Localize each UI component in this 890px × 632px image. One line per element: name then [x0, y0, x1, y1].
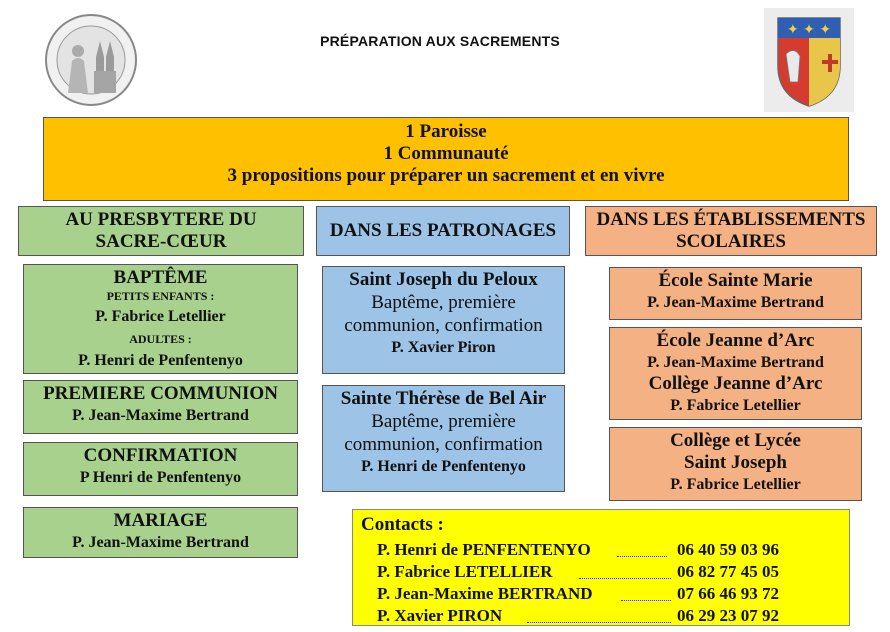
coat-of-arms-icon	[764, 8, 854, 112]
card-title: CONFIRMATION	[83, 445, 238, 466]
contact-row	[377, 562, 817, 584]
column-header-line: AU PRESBYTERE DU	[65, 209, 257, 230]
contact-row	[377, 584, 817, 606]
contact-phone: 06 29 23 07 92	[677, 606, 779, 625]
card-subtitle: PETITS ENFANTS :	[106, 289, 215, 303]
card-description: communion, confirmation	[344, 434, 543, 455]
card-priest: P. Fabrice Letellier	[95, 308, 226, 325]
contact-leader	[617, 555, 667, 557]
card-title: Saint Joseph du Peloux	[349, 269, 538, 290]
card-priest: P. Jean-Maxime Bertrand	[647, 354, 824, 371]
card-title: PREMIERE COMMUNION	[43, 383, 278, 404]
card-confirmation	[23, 442, 298, 496]
column-header-line: SACRE-CŒUR	[95, 231, 227, 252]
contact-name: P. Jean-Maxime BERTRAND	[377, 584, 593, 603]
column-header-etablissements	[585, 206, 877, 256]
contact-row	[377, 540, 817, 562]
banner-line-communaute: 1 Communauté	[383, 143, 509, 164]
card-priest: P. Xavier Piron	[391, 339, 496, 356]
card-priest: P. Henri de Penfentenyo	[78, 352, 243, 369]
card-saint-joseph-peloux	[322, 266, 565, 374]
card-description: communion, confirmation	[344, 315, 543, 336]
column-header-patronages	[316, 206, 570, 256]
contact-row	[377, 606, 817, 628]
contacts-heading: Contacts :	[361, 514, 444, 535]
card-priest: P. Jean-Maxime Bertrand	[647, 294, 824, 311]
card-title: BAPTÊME	[113, 267, 208, 288]
page-title: PRÉPARATION AUX SACREMENTS	[320, 33, 560, 49]
banner-line-paroisse: 1 Paroisse	[405, 121, 487, 142]
basilica-seal-icon	[44, 13, 138, 107]
contact-leader	[579, 577, 671, 579]
card-title: Sainte Thérèse de Bel Air	[340, 388, 547, 409]
card-priest: P. Henri de Penfentenyo	[361, 458, 526, 475]
card-college-lycee-saint-joseph	[609, 427, 862, 501]
card-title: MARIAGE	[113, 510, 208, 531]
card-description: Baptême, première	[371, 411, 516, 432]
card-sainte-therese-bel-air	[322, 385, 565, 492]
contact-name: P. Henri de PENFENTENYO	[377, 540, 591, 559]
card-priest: P. Fabrice Letellier	[670, 397, 801, 414]
card-premiere-communion	[23, 380, 298, 434]
contact-phone: 06 82 77 45 05	[677, 562, 779, 581]
banner-line-propositions: 3 propositions pour préparer un sacrement et en vivre	[227, 165, 665, 186]
contact-name: P. Xavier PIRON	[377, 606, 503, 625]
card-description: Baptême, première	[371, 292, 516, 313]
card-ecole-jeanne-arc	[609, 327, 862, 420]
banner	[43, 117, 849, 201]
card-title: Saint Joseph	[684, 452, 787, 473]
column-header-line: DANS LES PATRONAGES	[329, 220, 557, 241]
contact-leader	[621, 599, 671, 601]
card-priest: P. Jean-Maxime Bertrand	[72, 407, 249, 424]
card-bapteme	[23, 264, 298, 374]
card-priest: P. Fabrice Letellier	[670, 476, 801, 493]
card-title: École Sainte Marie	[658, 270, 813, 291]
card-title: École Jeanne d’Arc	[656, 330, 815, 351]
card-subtitle: ADULTES :	[129, 332, 192, 346]
column-header-line: SCOLAIRES	[676, 231, 786, 252]
card-priest: P Henri de Penfentenyo	[79, 469, 242, 486]
card-ecole-sainte-marie	[609, 267, 862, 320]
svg-text:✦ ✦ ✦: ✦ ✦ ✦	[786, 22, 832, 38]
contact-phone: 07 66 46 93 72	[677, 584, 779, 603]
column-header-presbytere	[18, 206, 304, 256]
contact-phone: 06 40 59 03 96	[677, 540, 779, 559]
card-title: Collège Jeanne d’Arc	[648, 373, 823, 394]
contact-leader	[527, 621, 671, 623]
contact-name: P. Fabrice LETELLIER	[377, 562, 553, 581]
contacts-box	[352, 509, 850, 626]
card-title: Collège et Lycée	[670, 430, 801, 451]
card-priest: P. Jean-Maxime Bertrand	[72, 534, 249, 551]
column-header-line: DANS LES ÉTABLISSEMENTS	[596, 209, 866, 230]
card-mariage	[23, 507, 298, 558]
